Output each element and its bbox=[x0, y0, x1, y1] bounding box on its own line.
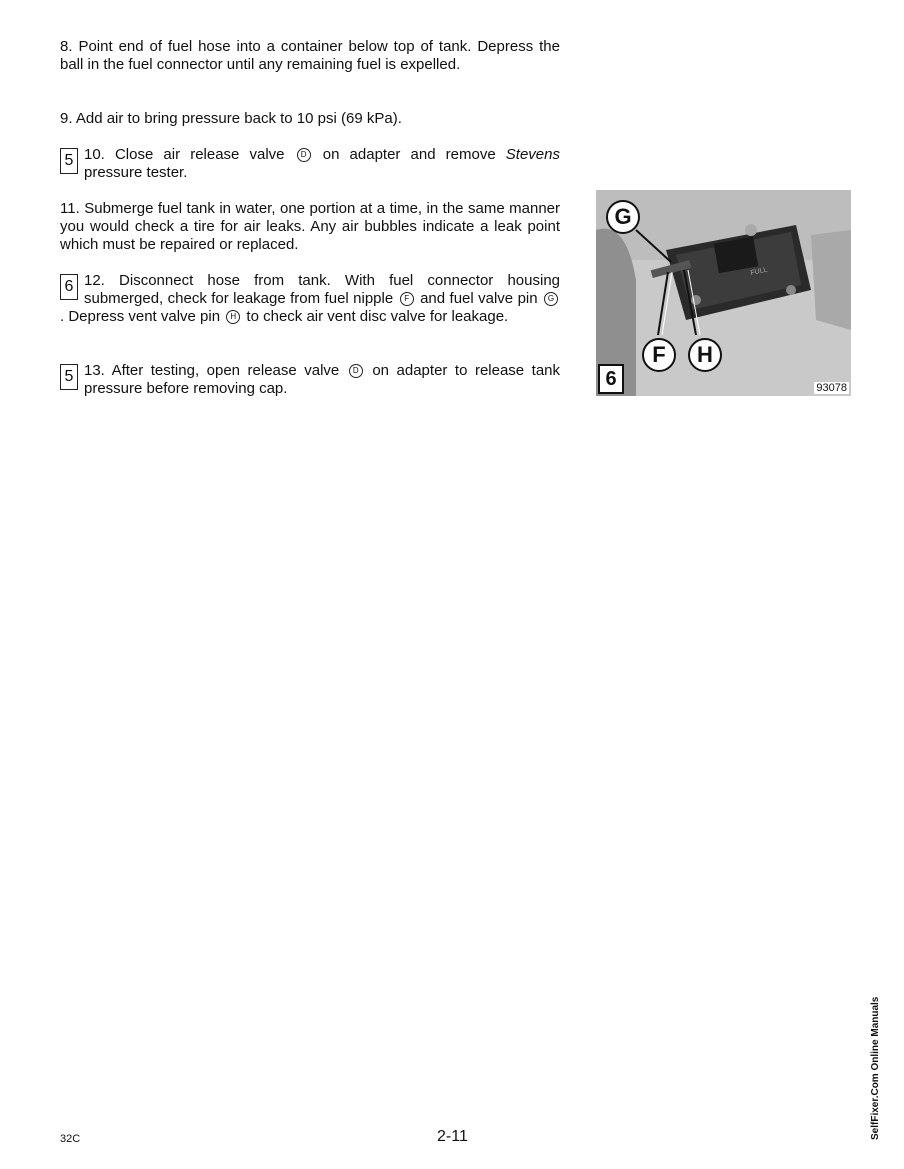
step-box: 6 bbox=[60, 274, 78, 300]
step-11 bbox=[60, 200, 560, 254]
step-text: pressure tester. bbox=[84, 164, 188, 181]
product-name: Stevens bbox=[505, 146, 560, 163]
callout-f: F bbox=[642, 338, 676, 372]
step-12 bbox=[60, 272, 560, 326]
reference-marker: H bbox=[226, 310, 240, 324]
step-box: 5 bbox=[60, 148, 78, 174]
footer-code: 32C bbox=[60, 1133, 81, 1145]
step-text: Disconnect hose from tank. With fuel connector housing submerged, check for leakage from fuel nipple bbox=[84, 272, 560, 307]
step-text: . Depress vent valve pin bbox=[60, 308, 221, 325]
step-text: Close air release valve bbox=[114, 146, 285, 163]
step-text: and fuel valve pin bbox=[420, 290, 538, 307]
step-text: to check air vent disc valve for leakage. bbox=[246, 308, 509, 325]
step-number: 10. bbox=[84, 146, 105, 163]
step-text: Submerge fuel tank in water, one portion at a time, in the same manner you would check a tire for air leaks. Any air bubbles indicate a leak point which must be repaired or replaced. bbox=[60, 200, 560, 253]
step-number: 11. bbox=[60, 200, 80, 217]
step-13 bbox=[60, 362, 560, 398]
tank-full-marking: FULL bbox=[749, 266, 769, 277]
page-number: 2-11 bbox=[437, 1128, 468, 1145]
step-text: Point end of fuel hose into a container below top of tank. Depress the ball in the fuel connector until any remaining fuel is expelled. bbox=[60, 38, 560, 73]
step-text: Add air to bring pressure back to 10 psi (69 kPa). bbox=[75, 110, 402, 127]
reference-marker: G bbox=[544, 292, 558, 306]
step-10 bbox=[60, 146, 560, 182]
reference-marker: D bbox=[297, 148, 311, 162]
step-number: 9. bbox=[60, 110, 73, 127]
step-number: 12. bbox=[84, 272, 105, 289]
step-box: 5 bbox=[60, 364, 78, 390]
callout-g: G bbox=[606, 200, 640, 234]
step-text: After testing, open release valve bbox=[111, 362, 340, 379]
step-text: on adapter to release tank pressure before removing cap. bbox=[84, 362, 561, 397]
watermark: SelfFixer.Com Online Manuals bbox=[870, 996, 881, 1140]
step-number: 13. bbox=[84, 362, 105, 379]
figure-number-box: 6 bbox=[598, 364, 624, 394]
step-9 bbox=[60, 110, 560, 128]
figure-fuel-connector-photo bbox=[596, 190, 851, 396]
callout-h: H bbox=[688, 338, 722, 372]
reference-marker: D bbox=[349, 364, 363, 378]
step-8 bbox=[60, 38, 560, 74]
reference-marker: F bbox=[400, 292, 414, 306]
step-number: 8. bbox=[60, 38, 73, 55]
step-text: on adapter and remove bbox=[322, 146, 496, 163]
figure-id: 93078 bbox=[816, 382, 847, 394]
